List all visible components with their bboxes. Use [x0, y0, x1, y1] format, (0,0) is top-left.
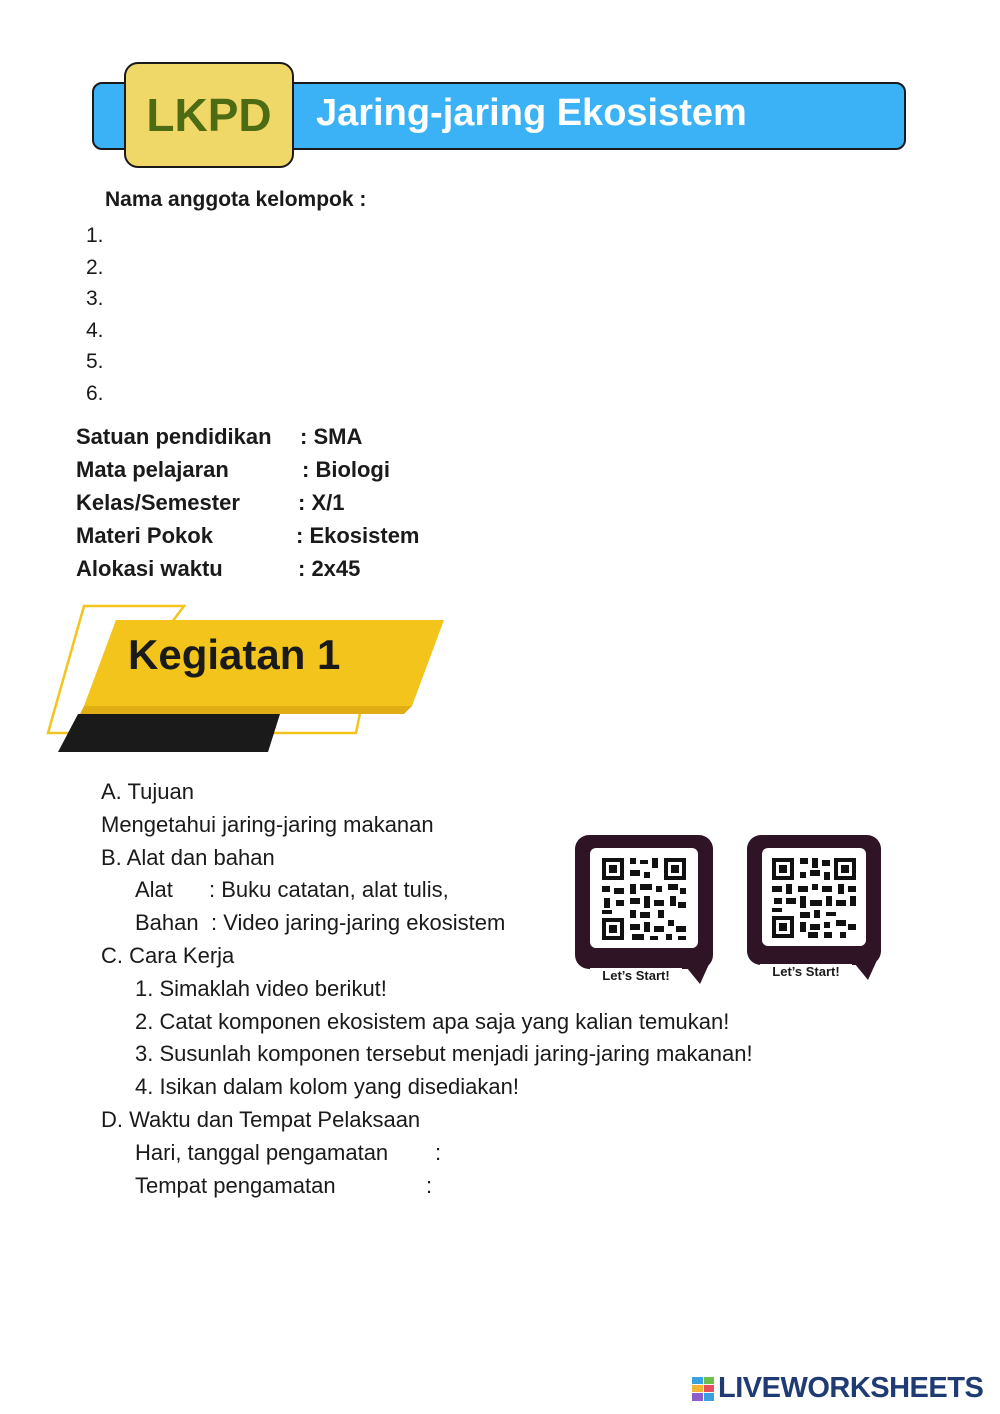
member-number: 4.	[86, 318, 104, 342]
step-item: 1. Simaklah video berikut!	[135, 975, 387, 1001]
section-a-heading: A. Tujuan	[101, 779, 194, 804]
logo-mark-icon	[692, 1377, 714, 1401]
info-value: : SMA	[300, 424, 363, 449]
member-number: 5.	[86, 350, 104, 373]
member-number: 3.	[86, 287, 104, 310]
step-item: 3. Susunlah komponen tersebut menjadi jaring-jaring makanan!	[135, 1041, 753, 1067]
badge-label: LKPD	[146, 89, 272, 141]
lkpd-badge	[124, 62, 294, 168]
members-label: Nama anggota kelompok :	[105, 188, 367, 211]
qr-caption: Let’s Start!	[760, 964, 852, 979]
section-d-heading: D. Waktu dan Tempat Pelaksaan	[101, 1106, 421, 1132]
info-row	[76, 486, 345, 519]
liveworksheets-logo[interactable]	[692, 1372, 983, 1405]
member-number: 1.	[86, 224, 104, 247]
materials-key: Bahan	[135, 910, 199, 936]
qr-frame	[574, 834, 714, 988]
info-row	[76, 552, 361, 585]
date-key: Hari, tanggal pengamatan	[135, 1139, 389, 1165]
speech-tail	[682, 962, 710, 984]
page-title: Jaring-jaring Ekosistem	[316, 92, 747, 134]
section-b-heading: B. Alat dan bahan	[101, 844, 275, 870]
materials-value: : Video jaring-jaring ekosistem	[211, 910, 506, 936]
info-key: Satuan pendidikan	[76, 424, 272, 449]
banner-black-bar	[58, 714, 280, 752]
place-colon: :	[426, 1172, 433, 1198]
info-key: Materi Pokok	[76, 523, 213, 548]
step-item: 4. Isikan dalam kolom yang disediakan!	[135, 1074, 519, 1100]
tools-key: Alat	[135, 877, 173, 903]
info-key: Kelas/Semester	[76, 490, 240, 515]
member-list	[86, 220, 104, 409]
activity-title: Kegiatan 1	[128, 631, 341, 678]
info-row	[76, 453, 390, 486]
section-a-text: Mengetahui jaring-jaring makanan	[101, 811, 434, 837]
date-line	[101, 1137, 753, 1170]
info-key: Mata pelajaran	[76, 457, 229, 482]
info-row	[76, 420, 363, 453]
member-number: 6.	[86, 381, 104, 405]
date-colon: :	[435, 1139, 442, 1165]
info-value: : 2x45	[298, 556, 361, 581]
info-value: : X/1	[298, 490, 345, 515]
qr-card[interactable]	[746, 834, 882, 986]
member-number: 2.	[86, 255, 104, 279]
info-row	[76, 519, 420, 552]
tools-value: : Buku catatan, alat tulis,	[209, 877, 449, 903]
step-item: 2. Catat komponen ekosistem apa saja yang kalian temukan!	[135, 1008, 730, 1034]
place-line	[101, 1170, 753, 1203]
qr-card[interactable]	[574, 834, 714, 988]
speech-tail	[850, 958, 878, 980]
info-value: : Biologi	[302, 457, 390, 482]
info-value: : Ekosistem	[296, 523, 420, 548]
banner-shadow	[80, 706, 412, 714]
info-key: Alokasi waktu	[76, 556, 223, 581]
place-key: Tempat pengamatan	[135, 1172, 336, 1198]
qr-caption: Let’s Start!	[590, 968, 682, 983]
info-block	[76, 420, 420, 585]
logo-text: LIVEWORKSHEETS	[718, 1372, 984, 1404]
section-c-heading: C. Cara Kerja	[101, 942, 235, 968]
